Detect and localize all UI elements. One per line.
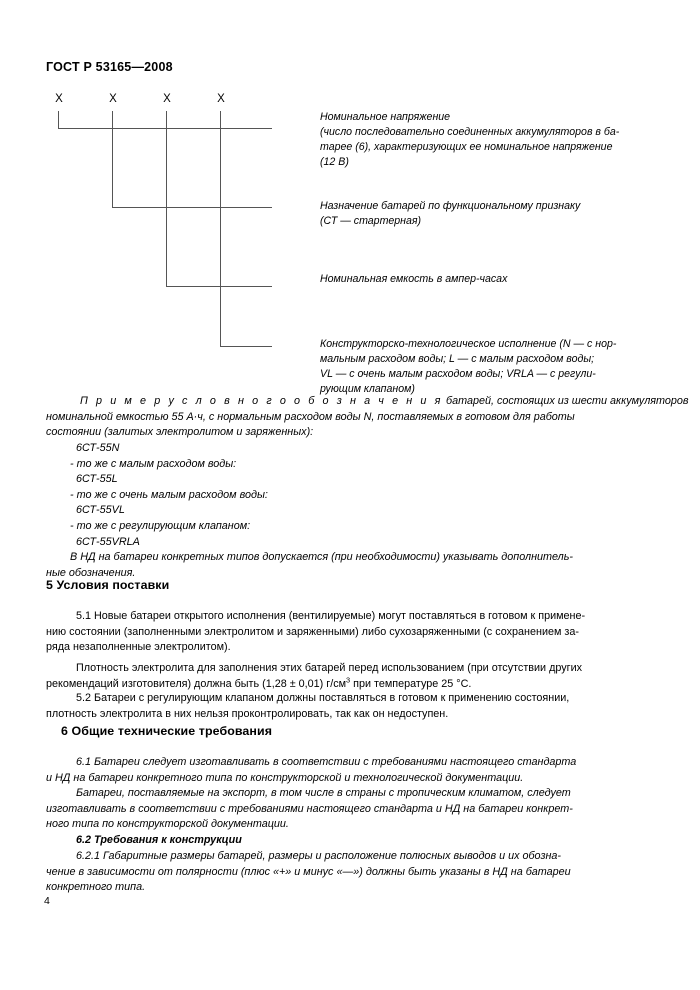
leader-horizontal-4 — [220, 346, 272, 347]
section-5-paragraph-density — [46, 661, 654, 692]
callout-line: Номинальное напряжение — [320, 111, 451, 123]
density-temperature-text: при температуре 25 °С. — [350, 677, 472, 690]
para-line: и НД на батареи конкретного типа по конструкторской и технологической документации. — [46, 771, 524, 784]
example-line-2: номинальной емкостью 55 А·ч, с нормальным расходом воды N, поставляемых в готовом для работы — [46, 410, 575, 423]
para-line: 5.1 Новые батареи открытого исполнения (вентилируемые) могут поставляться в готовом к примене- — [76, 610, 586, 622]
example-note-line-2: ные обозначения. — [46, 567, 136, 580]
designation-label-2: - то же с малым расходом воды: — [70, 457, 237, 470]
para-line: 6.1 Батареи следует изготавливать в соответствии с требованиями настоящего стандарта — [76, 756, 577, 768]
x-mark-1: X — [55, 93, 63, 105]
callout-nominal-voltage — [320, 110, 650, 170]
designation-code-4: 6СТ-55VRLA — [76, 535, 140, 548]
density-exponent: 3 — [346, 675, 351, 685]
leader-horizontal-2 — [112, 207, 272, 208]
section-6-paragraph-export — [46, 786, 654, 833]
designation-label-4: - то же с регулирующим клапаном: — [70, 520, 251, 533]
designation-code-2: 6СТ-55L — [76, 473, 118, 486]
para-line: 6.2.1 Габаритные размеры батарей, размеры и расположение полюсных выводов и их обозна- — [76, 850, 562, 862]
section-6-paragraph-6-1 — [46, 755, 654, 786]
standard-header: ГОСТ Р 53165—2008 — [46, 60, 173, 74]
callout-line: Назначение батарей по функциональному признаку — [320, 200, 581, 212]
callout-nominal-capacity — [320, 272, 650, 287]
leader-horizontal-3 — [166, 286, 272, 287]
para-line: плотность электролита в них нельзя проконтролировать, так как он недоступен. — [46, 707, 449, 720]
para-line: ного типа по конструкторской документации. — [46, 818, 289, 831]
para-line: Плотность электролита для заполнения этих батарей перед использованием (при отсутствии других — [76, 662, 583, 674]
para-line: 5.2 Батареи с регулирующим клапаном должны поставляться в готовом к применению состоянии, — [76, 692, 570, 704]
example-intro-rest: батарей, состоящих из шести аккумуляторов — [443, 395, 689, 407]
para-line: чение в зависимости от полярности (плюс «+» и минус «—») должны быть указаны в НД на батареи — [46, 865, 571, 878]
para-line: Батареи, поставляемые на экспорт, в том числе в страны с тропическим климатом, следует — [76, 787, 571, 799]
para-line: изготавливать в соответствии с требованиями настоящего стандарта и НД на батареи конкрет- — [46, 802, 573, 815]
callout-line: (12 В) — [320, 156, 349, 169]
callout-line: тарее (6), характеризующих ее номинальное напряжение — [320, 141, 613, 154]
section-5-paragraph-5-2 — [46, 691, 654, 722]
example-designation-block — [46, 394, 689, 582]
callout-functional-purpose — [320, 199, 650, 229]
section-5-paragraph-5-1 — [46, 609, 654, 656]
para-line: ряда незаполненные электролитом). — [46, 641, 231, 654]
leader-horizontal-1 — [58, 128, 272, 129]
callout-line: (СТ — стартерная) — [320, 215, 422, 228]
x-mark-4: X — [217, 93, 225, 105]
page-number: 4 — [44, 895, 50, 907]
para-line: конкретного типа. — [46, 881, 146, 894]
x-mark-3: X — [163, 93, 171, 105]
callout-design-technology — [320, 337, 650, 397]
designation-code-3: 6СТ-55VL — [76, 504, 125, 517]
designation-code-1: 6СТ-55N — [76, 441, 120, 454]
section-6-2-title: 6.2 Требования к конструкции — [76, 834, 242, 846]
callout-line: Конструкторско-технологическое исполнение (N — с нор- — [320, 338, 617, 350]
example-line-3: состоянии (залитых электролитом и заряженных): — [46, 426, 314, 439]
designation-structure-diagram — [0, 0, 700, 396]
section-6-2-heading-wrapper — [46, 833, 654, 849]
callout-line: рующим клапаном) — [320, 383, 415, 396]
section-5-title: 5 Условия поставки — [46, 578, 170, 592]
callout-line: мальным расходом воды; L — с малым расходом воды; — [320, 353, 595, 366]
section-6-title: 6 Общие технические требования — [61, 724, 273, 738]
leader-vertical-3 — [166, 111, 167, 287]
designation-label-3: - то же с очень малым расходом воды: — [70, 488, 268, 501]
para-line: нию состоянии (заполненными электролитом и заряженными) либо сухозаряженными (с сохранением за- — [46, 625, 579, 638]
callout-line: (число последовательно соединенных аккумуляторов в ба- — [320, 126, 620, 139]
callout-line: VL — с очень малым расходом воды; VRLA — с регули- — [320, 368, 596, 381]
example-note-line-1: В НД на батареи конкретных типов допускается (при необходимости) указывать дополнитель- — [70, 551, 574, 564]
leader-vertical-1 — [58, 111, 59, 129]
leader-vertical-2 — [112, 111, 113, 208]
callout-line: Номинальная емкость в ампер-часах — [320, 273, 508, 285]
leader-vertical-4 — [220, 111, 221, 347]
section-6-paragraph-6-2-1 — [46, 849, 654, 896]
density-value-text: рекомендаций изготовителя) должна быть (1,28 ± 0,01) г/см — [46, 677, 347, 690]
example-intro-spaced: П р и м е р у с л о в н о г о о б о з н а ч е н и я — [80, 395, 443, 407]
x-mark-2: X — [109, 93, 117, 105]
